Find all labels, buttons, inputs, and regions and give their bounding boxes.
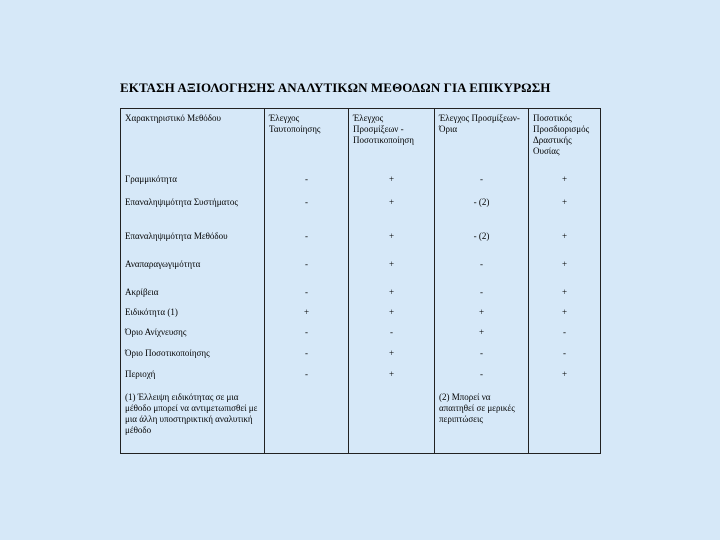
table-row [121,227,601,255]
table-cell: - [435,344,529,365]
header-cell: Έλεγχος Προσμίξεων- Όρια [435,109,529,169]
table-cell: + [349,227,435,255]
table-cell: + [529,227,601,255]
table-cell: - [435,255,529,283]
row-label: Αναπαραγωγιμότητα [121,255,265,283]
table-cell: + [349,193,435,227]
header-cell: Έλεγχος Ταυτοποίησης [265,109,349,169]
table-cell: + [529,169,601,193]
row-label: Όριο Ανίχνευσης [121,324,265,344]
table-cell: - [435,283,529,304]
table-row [121,283,601,304]
row-label: Επαναληψιμότητα Μεθόδου [121,227,265,255]
table-row [121,193,601,227]
table-cell: - [435,169,529,193]
table-header-row [121,109,601,169]
row-label: Επαναληψιμότητα Συστήματος [121,193,265,227]
notes-row [121,386,601,454]
table-cell: - [529,344,601,365]
table-cell: + [529,365,601,386]
row-label: Περιοχή [121,365,265,386]
table-row [121,365,601,386]
table-cell: - [435,365,529,386]
table-cell: + [349,365,435,386]
table-cell: + [349,304,435,324]
empty-cell [529,386,601,454]
empty-cell [265,386,349,454]
footnote-2: (2) Μπορεί να απαιτηθεί σε μερικές περιπτώσεις [435,386,529,454]
table-cell: - [265,365,349,386]
table-cell: + [529,283,601,304]
empty-cell [349,386,435,454]
row-label: Γραμμικότητα [121,169,265,193]
table-cell: - [265,169,349,193]
table-cell: - [265,227,349,255]
row-label: Ειδικότητα (1) [121,304,265,324]
table-row [121,255,601,283]
slide-title: ΕΚΤΑΣΗ ΑΞΙΟΛΟΓΗΣΗΣ ΑΝΑΛΥΤΙΚΩΝ ΜΕΘΟΔΩΝ ΓΙΑ ΕΠΙΚΥΡΩΣΗ [120,80,551,95]
header-cell: Έλεγχος Προσμίξεων - Ποσοτικοποίηση [349,109,435,169]
table-cell: - [265,283,349,304]
table-cell: - [265,193,349,227]
table-cell: + [529,193,601,227]
header-cell: Ποσοτικός Προσδιορισμός Δραστικής Ουσίας [529,109,601,169]
header-cell: Χαρακτηριστικό Μεθόδου [121,109,265,169]
table-cell: - [349,324,435,344]
table-row [121,344,601,365]
table-cell: - [529,324,601,344]
table-cell: + [349,255,435,283]
table-cell: + [349,283,435,304]
row-label: Όριο Ποσοτικοποίησης [121,344,265,365]
footnote-1: (1) Έλλειψη ειδικότητας σε μια μέθοδο μπορεί να αντιμετωπισθεί με μια άλλη υποστηρικτική αναλυτική μέθοδο [121,386,265,454]
table-row [121,169,601,193]
table-row [121,304,601,324]
table-cell: + [435,324,529,344]
table-cell: - [265,255,349,283]
row-label: Ακρίβεια [121,283,265,304]
table-cell: - (2) [435,193,529,227]
table-cell: + [349,169,435,193]
table-cell: + [529,255,601,283]
table-cell: - [265,344,349,365]
validation-table [120,108,601,454]
table-cell: - (2) [435,227,529,255]
table-cell: + [435,304,529,324]
table-row [121,324,601,344]
table-cell: + [265,304,349,324]
table-cell: + [529,304,601,324]
table-cell: - [265,324,349,344]
table-cell: + [349,344,435,365]
